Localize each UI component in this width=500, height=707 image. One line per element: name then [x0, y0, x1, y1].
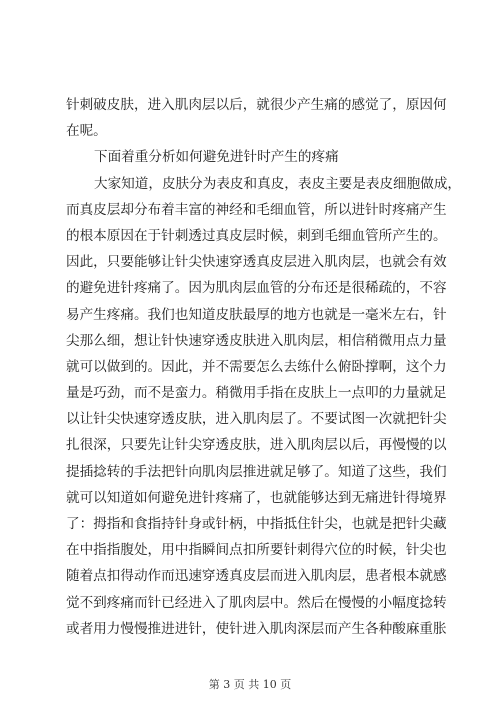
text-line: 随着点扣得动作而迅速穿透真皮层而进入肌肉层，患者根本就感 — [66, 568, 447, 585]
text-line: 大家知道，皮肤分为表皮和真皮，表皮主要是表皮细胞做成， — [94, 175, 462, 192]
text-line: 就可以做到的。因此，并不需要怎么去练什么俯卧撑啊，这个力 — [66, 358, 447, 375]
text-line: 就可以知道如何避免进针疼痛了，也就能够达到无痛进针得境界 — [66, 489, 447, 506]
document-body — [66, 92, 462, 642]
text-line: 的避免进针疼痛了。因为肌肉层血管的分布还是很稀疏的，不容 — [66, 280, 447, 297]
text-line: 量是巧劲，而不是蛮力。稍微用手指在皮肤上一点叩的力量就足 — [66, 385, 447, 402]
text-line: 尖那么细，想让针快速穿透皮肤进入肌肉层，相信稍微用点力量 — [66, 332, 447, 349]
text-line: 的根本原因在于针刺透过真皮层时候，刺到毛细血管所产生的。 — [66, 227, 447, 244]
text-line: 扎很深，只要先让针尖穿透皮肤，进入肌肉层以后，再慢慢的以 — [66, 437, 447, 454]
page-footer: 第 3 页 共 10 页 — [208, 678, 292, 691]
text-line: 提插捻转的手法把针向肌肉层推进就足够了。知道了这些，我们 — [66, 463, 447, 480]
section-heading: 下面着重分析如何避免进针时产生的疼痛 — [94, 149, 339, 166]
text-line: 觉不到疼痛而针已经进入了肌肉层中。然后在慢慢的小幅度捻转 — [66, 594, 447, 611]
text-line: 以让针尖快速穿透皮肤，进入肌肉层了。不要试图一次就把针尖 — [66, 411, 447, 428]
text-line: 在中指指腹处，用中指瞬间点扣所要针刺得穴位的时候，针尖也 — [66, 542, 447, 559]
text-line: 在呢。 — [66, 123, 107, 140]
text-line: 了：拇指和食指持针身或针柄，中指抵住针尖，也就是把针尖藏 — [66, 516, 447, 532]
text-line: 易产生疼痛。我们也知道皮肤最厚的地方也就是一毫米左右，针 — [66, 306, 447, 323]
text-line: 或者用力慢慢推进进针，使针进入肌肉深层而产生各种酸麻重胀 — [66, 620, 447, 637]
text-line: 针刺破皮肤，进入肌肉层以后，就很少产生痛的感觉了，原因何 — [66, 97, 447, 113]
text-line: 因此，只要能够让针尖快速穿透真皮层进入肌肉层，也就会有效 — [66, 254, 447, 271]
text-line: 而真皮层却分布着丰富的神经和毛细血管，所以进针时疼痛产生 — [66, 201, 447, 218]
